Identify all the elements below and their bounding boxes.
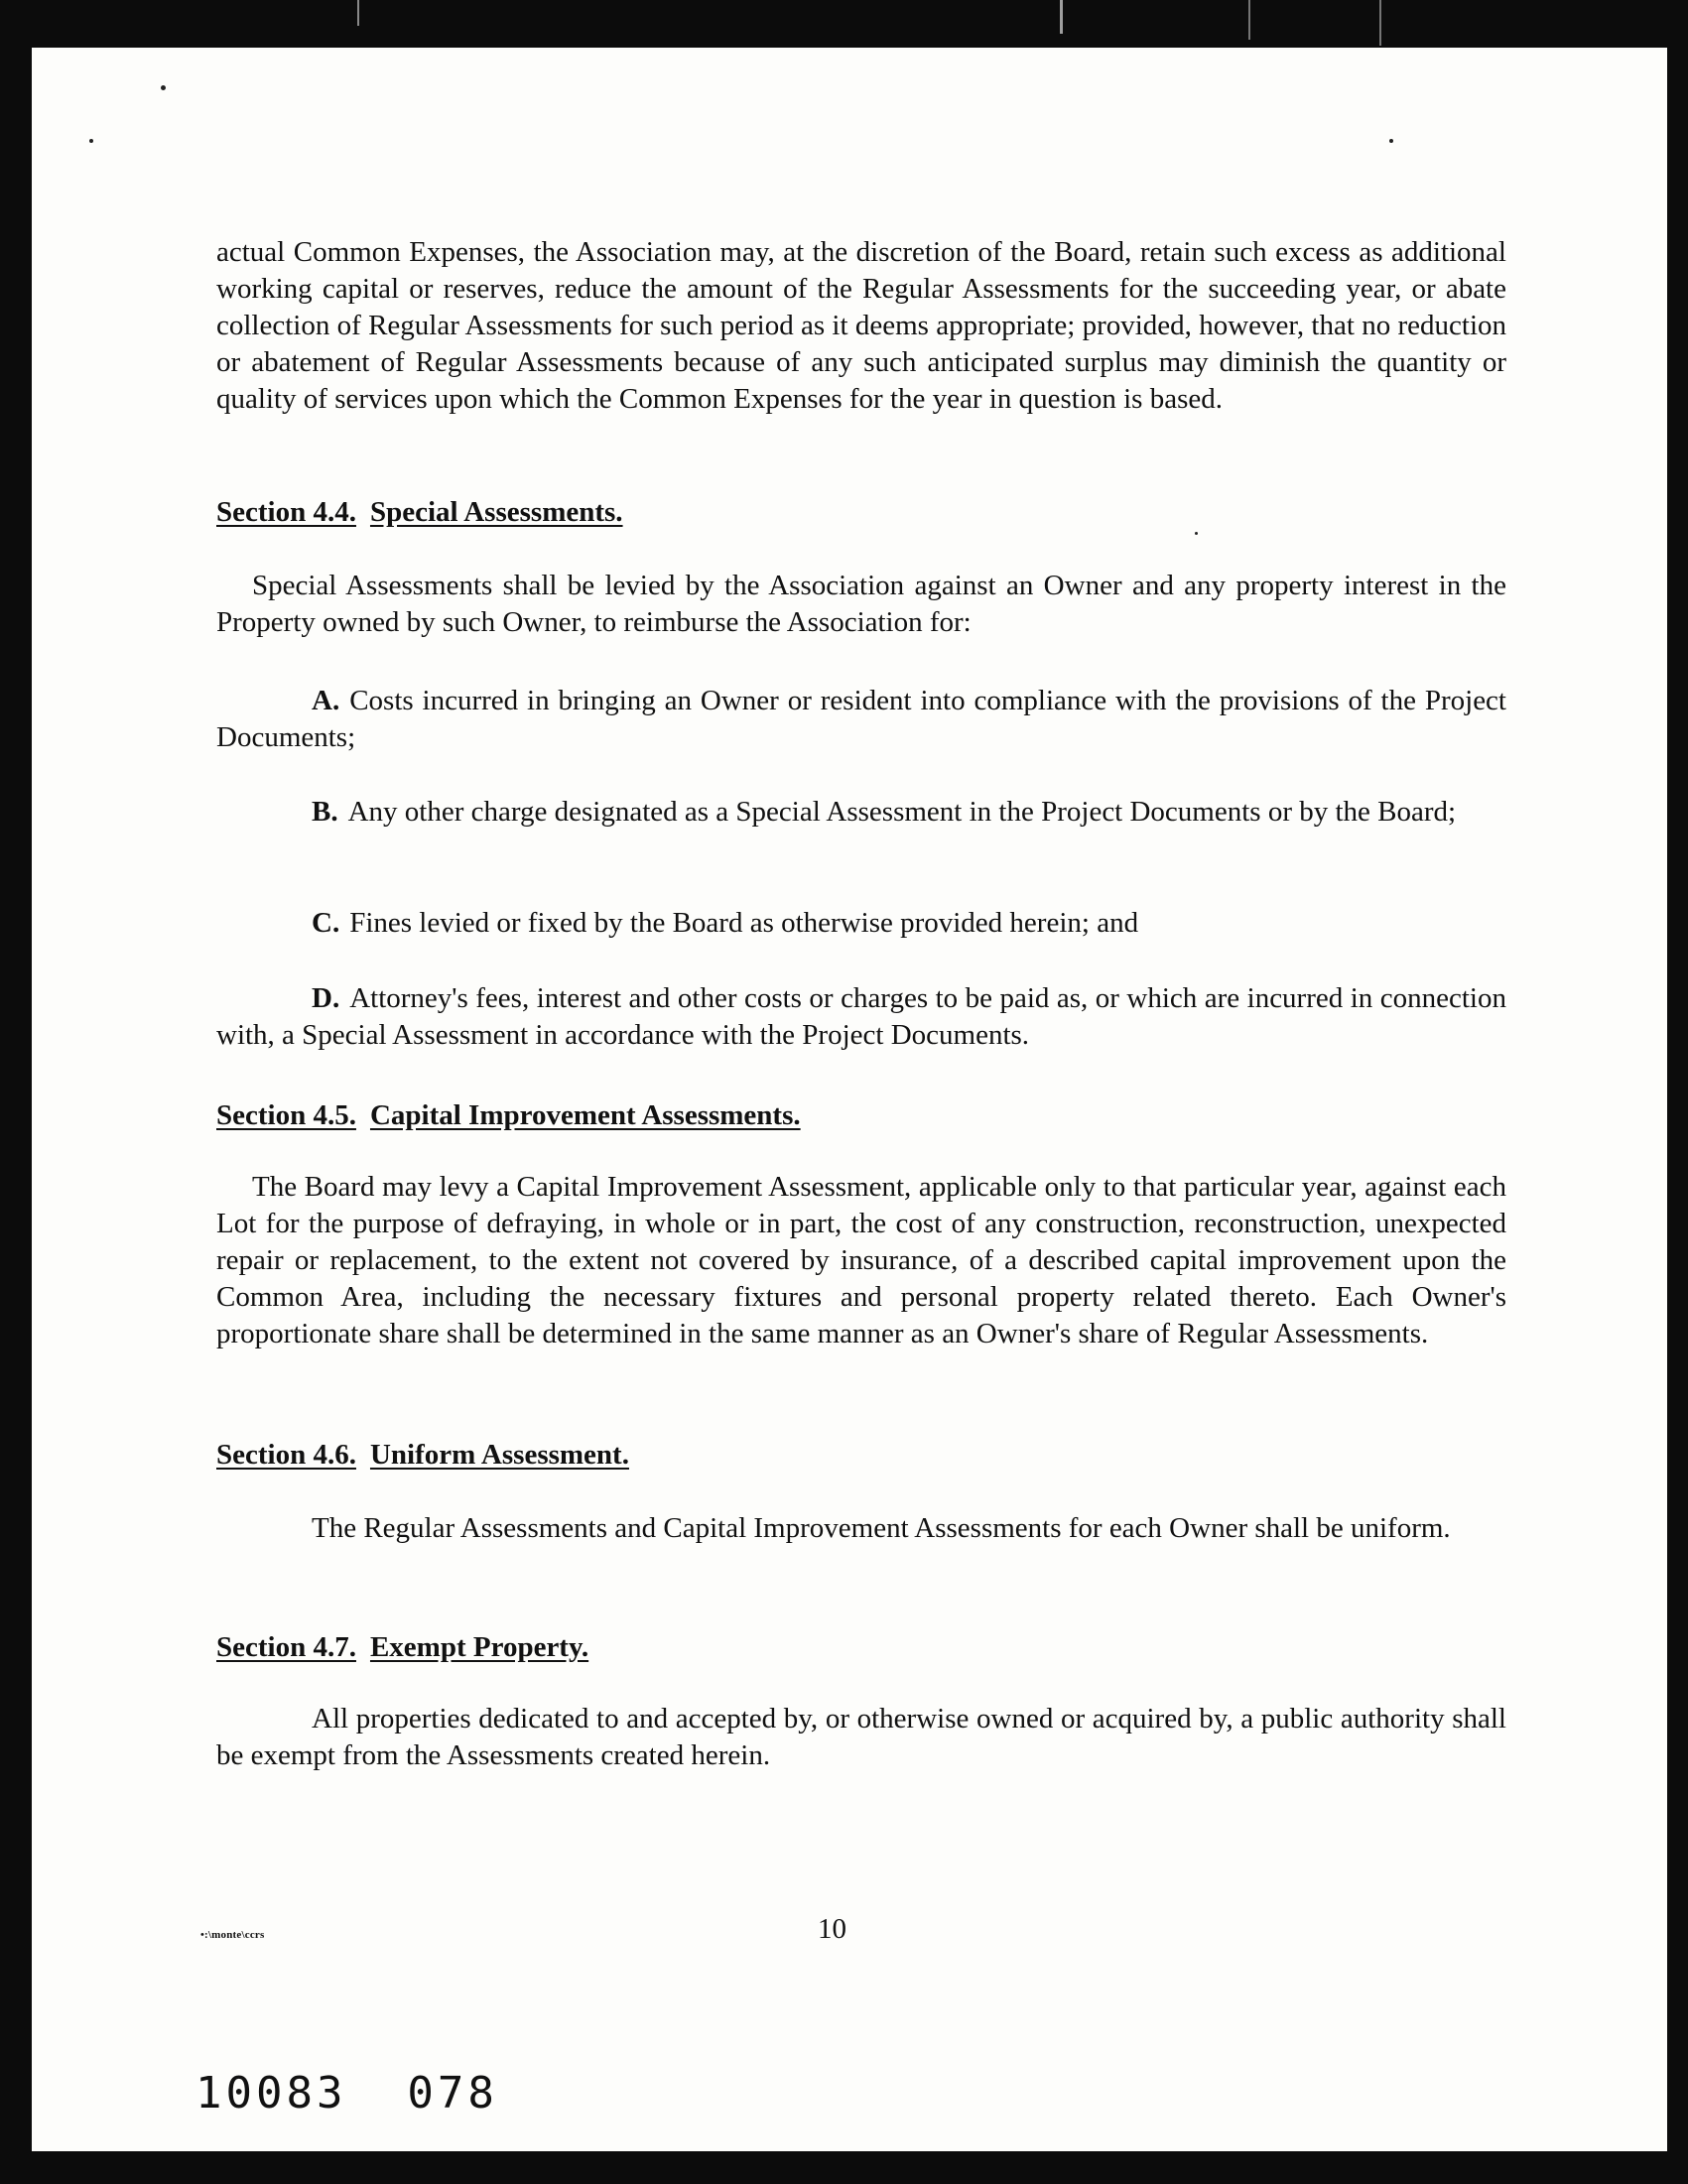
list-letter: C. <box>312 907 340 939</box>
section-4-4-heading <box>216 496 623 529</box>
list-text: Any other charge designated as a Special Assessment in the Project Documents or by the Board; <box>347 796 1457 828</box>
section-title: Capital Improvement Assessments. <box>369 1099 801 1131</box>
section-4-6-body: The Regular Assessments and Capital Improvement Assessments for each Owner shall be uniform. <box>312 1512 1451 1544</box>
section-title: Special Assessments. <box>369 496 623 528</box>
section-4-7-heading <box>216 1631 588 1664</box>
scan-streak <box>1060 0 1063 34</box>
section-number: Section 4.7. <box>216 1631 356 1663</box>
section-title: Uniform Assessment. <box>369 1439 629 1471</box>
list-item-d <box>216 980 1506 1054</box>
document-id-stamp: 10083 078 <box>195 2068 498 2119</box>
scan-streak <box>1379 0 1381 46</box>
section-number: Section 4.6. <box>216 1439 356 1471</box>
section-number: Section 4.5. <box>216 1099 356 1131</box>
list-letter: A. <box>312 685 340 716</box>
list-text: Costs incurred in bringing an Owner or resident into compliance with the provisions of the Project Documents; <box>216 685 1506 753</box>
opening-paragraph: actual Common Expenses, the Association may, at the discretion of the Board, retain such excess as additional working capital or reserves, reduce the amount of the Regular Assessments for the succeeding year, or abate collection of Regular Assessments for such period as it deems appropriate; provided, however, that no reduction or abatement of Regular Assessments because of any such anticipated surplus may diminish the quantity or quality of services upon which the Common Expenses for the year in question is based. <box>216 236 1506 415</box>
list-text: Fines levied or fixed by the Board as otherwise provided herein; and <box>349 907 1139 939</box>
document-page <box>32 48 1667 2151</box>
scan-speck <box>89 139 93 143</box>
scan-streak <box>357 0 359 26</box>
list-item-a <box>216 683 1506 756</box>
list-item-b <box>216 794 1506 831</box>
section-4-4-intro: Special Assessments shall be levied by the Association against an Owner and any property interest in the Property owned by such Owner, to reimburse the Association for: <box>216 570 1506 638</box>
list-letter: D. <box>312 982 340 1014</box>
section-4-5-heading <box>216 1099 801 1132</box>
section-4-7-body: All properties dedicated to and accepted by, or otherwise owned or acquired by, a public authority shall be exempt from the Assessments created herein. <box>216 1703 1506 1771</box>
section-4-6-heading <box>216 1439 629 1472</box>
scan-speck <box>1389 139 1393 143</box>
section-4-5-body: The Board may levy a Capital Improvement Assessment, applicable only to that particular year, against each Lot for the purpose of defraying, in whole or in part, the cost of any construction, reconstruction, unexpected repair or replacement, to the extent not covered by insurance, of a described capital improvement upon the Common Area, including the necessary fixtures and personal property related thereto. Each Owner's proportionate share shall be determined in the same manner as an Owner's share of Regular Assessments. <box>216 1171 1506 1349</box>
scan-speck <box>161 85 166 90</box>
list-text: Attorney's fees, interest and other costs or charges to be paid as, or which are incurred in connection with, a Special Assessment in accordance with the Project Documents. <box>216 982 1506 1051</box>
scan-streak <box>1248 0 1250 40</box>
section-title: Exempt Property. <box>369 1631 589 1663</box>
scan-speck <box>1195 532 1198 535</box>
page-number: 10 <box>818 1913 846 1945</box>
list-letter: B. <box>312 796 338 828</box>
section-number: Section 4.4. <box>216 496 356 528</box>
footer-file-reference: •:\monte\ccrs <box>200 1929 265 1941</box>
list-item-c <box>216 905 1506 942</box>
